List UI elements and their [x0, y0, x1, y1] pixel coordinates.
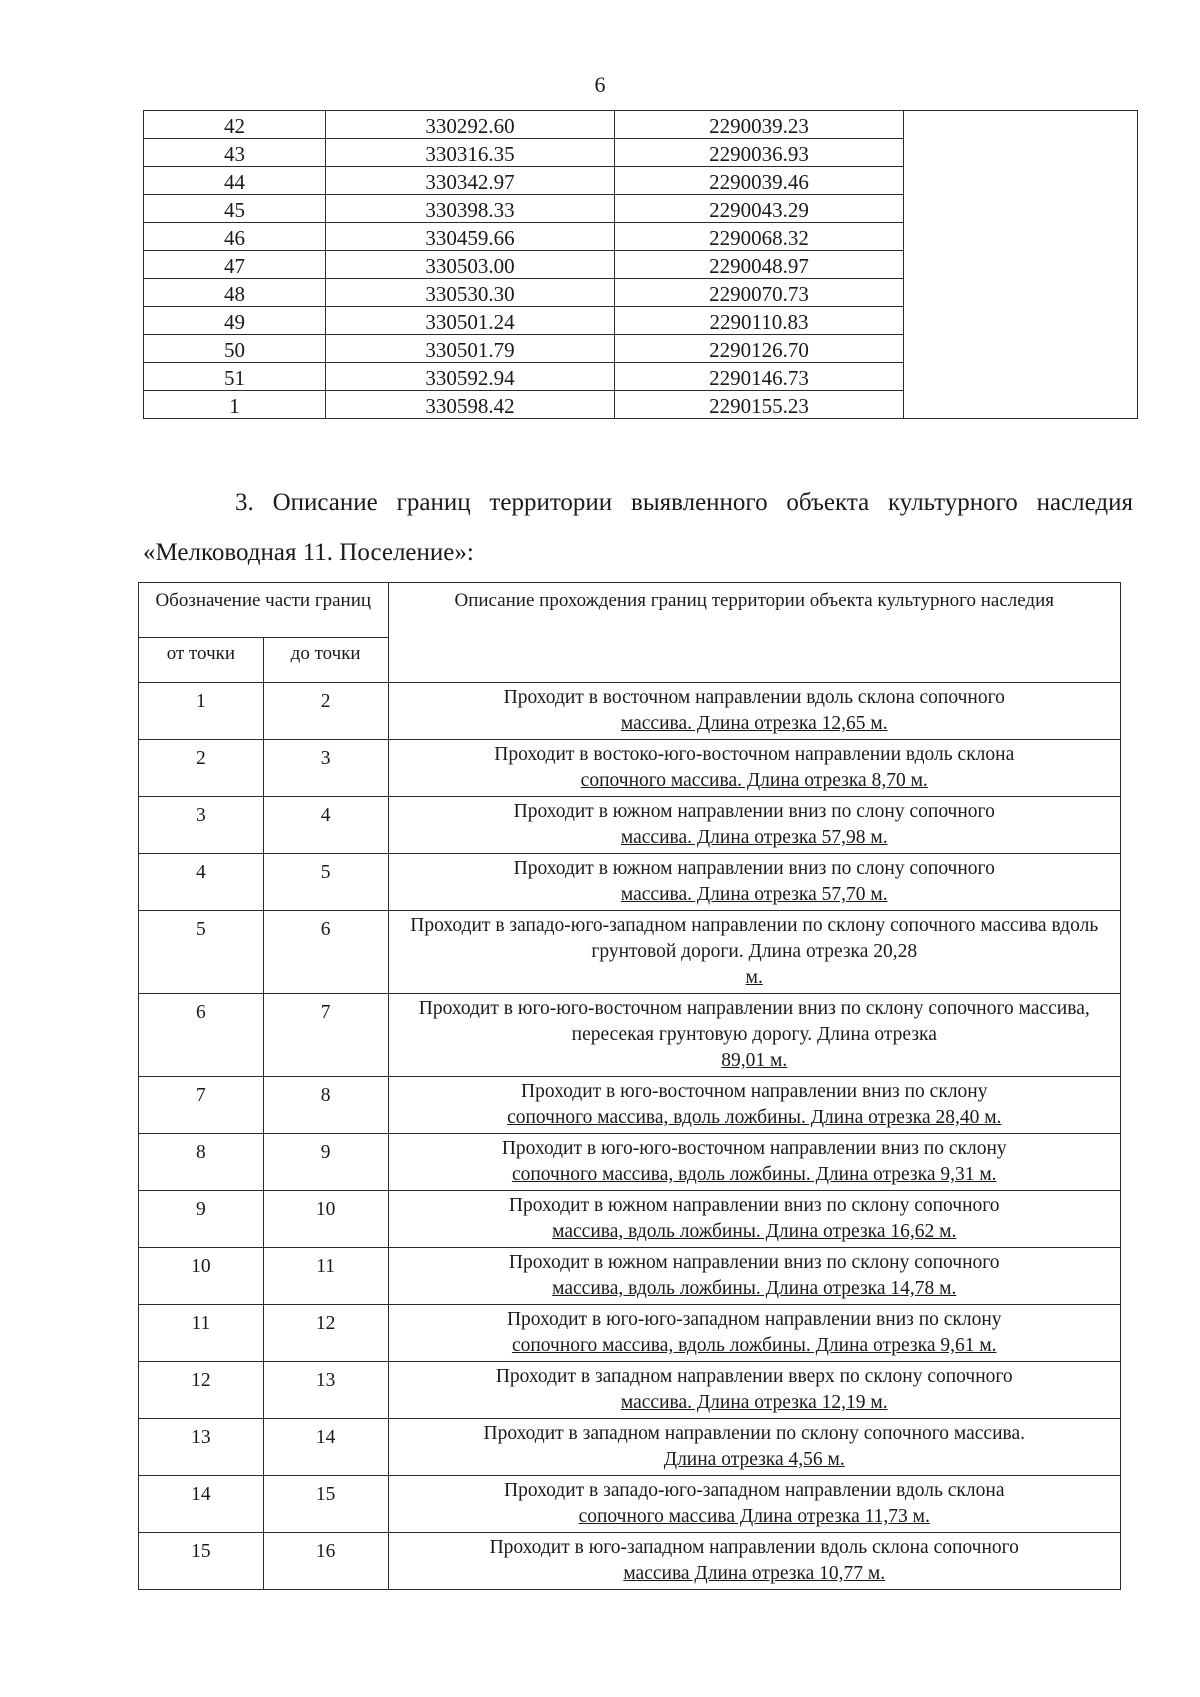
empty-column: [904, 111, 1138, 419]
point-number: 50: [144, 335, 326, 363]
coordinate-row: [144, 111, 1138, 139]
boundary-description: [388, 1134, 1121, 1191]
x-coordinate: 330292.60: [326, 111, 615, 139]
segment-length: массива Длина отрезка 10,77 м.: [623, 1563, 886, 1584]
boundary-row: [139, 1362, 1121, 1419]
segment-length: сопочного массива. Длина отрезка 8,70 м.: [580, 770, 928, 791]
segment-length: сопочного массива Длина отрезка 11,73 м.: [578, 1506, 930, 1527]
from-point: 13: [139, 1419, 264, 1476]
segment-length: сопочного массива, вдоль ложбины. Длина отрезка 9,61 м.: [511, 1335, 997, 1356]
y-coordinate: 2290155.23: [615, 391, 904, 419]
boundary-description: [388, 1305, 1121, 1362]
point-number: 44: [144, 167, 326, 195]
segment-length: массива, вдоль ложбины. Длина отрезка 14,78 м.: [552, 1278, 957, 1299]
from-point: 3: [139, 797, 264, 854]
from-point: 5: [139, 911, 264, 994]
boundary-description: [388, 911, 1121, 994]
boundary-row: [139, 1248, 1121, 1305]
to-point: 10: [263, 1191, 388, 1248]
from-point: 10: [139, 1248, 264, 1305]
segment-length: 89,01 м.: [721, 1050, 788, 1071]
description-line: Проходит в юго-восточном направлении вниз по склону: [521, 1081, 988, 1102]
y-coordinate: 2290039.46: [615, 167, 904, 195]
header-description: Описание прохождения границ территории объекта культурного наследия: [388, 583, 1121, 683]
from-point: 7: [139, 1077, 264, 1134]
boundary-description: [388, 1248, 1121, 1305]
boundary-row: [139, 1191, 1121, 1248]
to-point: 13: [263, 1362, 388, 1419]
segment-length: сопочного массива, вдоль ложбины. Длина отрезка 9,31 м.: [511, 1164, 997, 1185]
description-line: Проходит в восточном направлении вдоль склона сопочного: [503, 687, 1005, 708]
point-number: 49: [144, 307, 326, 335]
point-number: 42: [144, 111, 326, 139]
boundary-row: [139, 683, 1121, 740]
description-line: Проходит в юго-юго-западном направлении вниз по склону: [506, 1309, 1002, 1330]
from-point: 8: [139, 1134, 264, 1191]
x-coordinate: 330503.00: [326, 251, 615, 279]
to-point: 11: [263, 1248, 388, 1305]
point-number: 48: [144, 279, 326, 307]
description-line: Проходит в юго-юго-восточном направлении вниз по склону сопочного массива, пересекая грунтовую дорогу. Длина отрезка: [418, 998, 1090, 1045]
boundary-description: [388, 854, 1121, 911]
description-line: Проходит в западном направлении по склону сопочного массива.: [483, 1423, 1025, 1444]
y-coordinate: 2290048.97: [615, 251, 904, 279]
boundary-row: [139, 1476, 1121, 1533]
boundary-description: [388, 797, 1121, 854]
y-coordinate: 2290036.93: [615, 139, 904, 167]
point-number: 51: [144, 363, 326, 391]
y-coordinate: 2290146.73: [615, 363, 904, 391]
x-coordinate: 330501.24: [326, 307, 615, 335]
description-line: Проходит в южном направлении вниз по слону сопочного: [513, 858, 995, 879]
from-point: 1: [139, 683, 264, 740]
coordinates-table: [143, 110, 1138, 419]
to-point: 12: [263, 1305, 388, 1362]
boundary-row: [139, 994, 1121, 1077]
x-coordinate: 330398.33: [326, 195, 615, 223]
segment-length: массива, вдоль ложбины. Длина отрезка 16,62 м.: [552, 1221, 957, 1242]
header-from-point: от точки: [139, 638, 264, 683]
boundary-row: [139, 797, 1121, 854]
boundary-description: [388, 1362, 1121, 1419]
to-point: 9: [263, 1134, 388, 1191]
section-heading: 3. Описание границ территории выявленного объекта культурного наследия «Мелководная 11. Поселение»:: [143, 489, 1133, 566]
x-coordinate: 330530.30: [326, 279, 615, 307]
header-boundary-part: Обозначение части границ: [139, 583, 389, 638]
from-point: 14: [139, 1476, 264, 1533]
boundary-row: [139, 854, 1121, 911]
y-coordinate: 2290068.32: [615, 223, 904, 251]
boundary-row: [139, 911, 1121, 994]
description-line: Проходит в западо-юго-западном направлении вдоль склона: [504, 1480, 1005, 1501]
point-number: 1: [144, 391, 326, 419]
segment-length: сопочного массива, вдоль ложбины. Длина отрезка 28,40 м.: [507, 1107, 1002, 1128]
from-point: 4: [139, 854, 264, 911]
to-point: 2: [263, 683, 388, 740]
to-point: 14: [263, 1419, 388, 1476]
x-coordinate: 330592.94: [326, 363, 615, 391]
from-point: 6: [139, 994, 264, 1077]
segment-length: массива. Длина отрезка 12,19 м.: [620, 1392, 888, 1413]
boundary-row: [139, 1077, 1121, 1134]
boundary-description: [388, 994, 1121, 1077]
boundary-description: [388, 740, 1121, 797]
to-point: 3: [263, 740, 388, 797]
from-point: 12: [139, 1362, 264, 1419]
x-coordinate: 330598.42: [326, 391, 615, 419]
from-point: 2: [139, 740, 264, 797]
y-coordinate: 2290043.29: [615, 195, 904, 223]
boundary-row: [139, 1134, 1121, 1191]
segment-length: массива. Длина отрезка 12,65 м.: [620, 713, 888, 734]
boundary-row: [139, 1305, 1121, 1362]
to-point: 7: [263, 994, 388, 1077]
y-coordinate: 2290126.70: [615, 335, 904, 363]
description-line: Проходит в востоко-юго-восточном направлении вдоль склона: [494, 744, 1015, 765]
boundary-description: [388, 1476, 1121, 1533]
point-number: 45: [144, 195, 326, 223]
to-point: 15: [263, 1476, 388, 1533]
boundary-description: [388, 1077, 1121, 1134]
boundary-row: [139, 1419, 1121, 1476]
x-coordinate: 330501.79: [326, 335, 615, 363]
boundary-description-table: [138, 582, 1121, 1590]
segment-length: м.: [745, 967, 763, 988]
header-to-point: до точки: [263, 638, 388, 683]
x-coordinate: 330459.66: [326, 223, 615, 251]
point-number: 46: [144, 223, 326, 251]
description-line: Проходит в южном направлении вниз по склону сопочного: [508, 1195, 1000, 1216]
boundary-description: [388, 1191, 1121, 1248]
x-coordinate: 330342.97: [326, 167, 615, 195]
to-point: 16: [263, 1533, 388, 1590]
segment-length: Длина отрезка 4,56 м.: [663, 1449, 845, 1470]
from-point: 15: [139, 1533, 264, 1590]
description-line: Проходит в юго-юго-восточном направлении вниз по склону: [501, 1138, 1007, 1159]
to-point: 5: [263, 854, 388, 911]
y-coordinate: 2290039.23: [615, 111, 904, 139]
boundary-description: [388, 1533, 1121, 1590]
description-line: Проходит в южном направлении вниз по склону сопочного: [508, 1252, 1000, 1273]
from-point: 11: [139, 1305, 264, 1362]
y-coordinate: 2290070.73: [615, 279, 904, 307]
boundary-row: [139, 1533, 1121, 1590]
point-number: 43: [144, 139, 326, 167]
to-point: 4: [263, 797, 388, 854]
boundary-description: [388, 1419, 1121, 1476]
description-line: Проходит в южном направлении вниз по слону сопочного: [513, 801, 995, 822]
description-line: Проходит в юго-западном направлении вдоль склона сопочного: [489, 1537, 1019, 1558]
x-coordinate: 330316.35: [326, 139, 615, 167]
description-line: Проходит в западном направлении вверх по склону сопочного: [495, 1366, 1013, 1387]
to-point: 6: [263, 911, 388, 994]
y-coordinate: 2290110.83: [615, 307, 904, 335]
page-number: 6: [594, 72, 606, 97]
to-point: 8: [263, 1077, 388, 1134]
boundary-row: [139, 740, 1121, 797]
point-number: 47: [144, 251, 326, 279]
segment-length: массива. Длина отрезка 57,98 м.: [620, 827, 888, 848]
description-line: Проходит в западо-юго-западном направлении по склону сопочного массива вдоль грунтовой дороги. Длина отрезка 20,28: [410, 915, 1099, 962]
from-point: 9: [139, 1191, 264, 1248]
boundary-description: [388, 683, 1121, 740]
segment-length: массива. Длина отрезка 57,70 м.: [620, 884, 888, 905]
